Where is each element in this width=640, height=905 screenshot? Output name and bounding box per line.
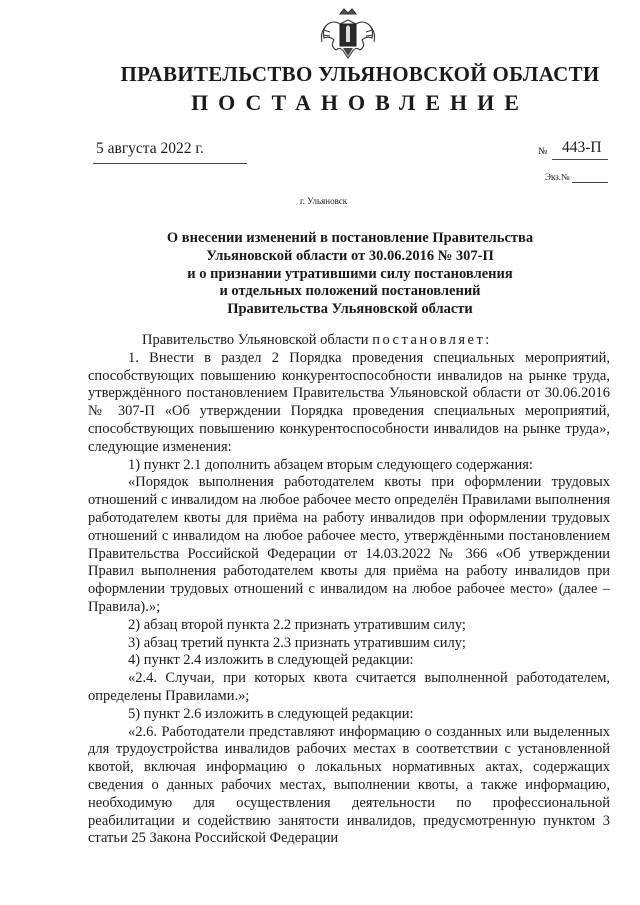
intro-text: Правительство Ульяновской области bbox=[142, 332, 369, 348]
document-number: 443-П bbox=[562, 139, 602, 156]
number-underline bbox=[552, 159, 608, 160]
document-body bbox=[88, 332, 610, 848]
paragraph: «2.6. Работодатели представляют информацию о созданных или выделенных для трудоустройства инвалидов рабочих местах в соответствии с установленной квотой, включая информацию о локальных нормативных актах, содержащих сведения о данных рабочих местах, выполнении квоты, а также информацию, необходимую для осуществления деятельности по профессиональной реабилитации и содействию занятости инвалидов, предусмотренную пунктом 3 статьи 25 Закона Российской Федерации bbox=[88, 723, 610, 847]
coat-of-arms-icon bbox=[318, 6, 378, 66]
paragraph: 5) пункт 2.6 изложить в следующей редакции: bbox=[128, 705, 414, 722]
paragraph: 2) абзац второй пункта 2.2 признать утратившим силу; bbox=[128, 616, 466, 633]
intro-verb: постановляет: bbox=[372, 332, 492, 348]
paragraph: 1. Внести в раздел 2 Порядка проведения специальных мероприятий, способствующих повышению конкурентоспособности инвалидов на рынке труда, утверждённого постановлением Правительства Ульяновской области от 30.06.2016 № 307-П «Об утверждении Порядка проведения специальных мероприятий, способствующих повышению конкурентоспособности инвалидов на рынке труда», следующие изменения: bbox=[88, 349, 610, 455]
date-underline bbox=[93, 163, 247, 164]
document-date: 5 августа 2022 г. bbox=[96, 140, 204, 157]
paragraph: 3) абзац третий пункта 2.3 признать утратившим силу; bbox=[128, 634, 466, 651]
number-label: № bbox=[538, 146, 548, 157]
paragraph: 4) пункт 2.4 изложить в следующей редакции: bbox=[128, 652, 414, 669]
copy-number-underline bbox=[572, 182, 608, 183]
copy-number-label: Экз.№ bbox=[545, 172, 570, 182]
title-line: и отдельных положений постановлений bbox=[219, 283, 481, 300]
resolution-intro bbox=[88, 332, 610, 350]
organization-name: ПРАВИТЕЛЬСТВО УЛЬЯНОВСКОЙ ОБЛАСТИ bbox=[120, 62, 600, 86]
city-name: г. Ульяновск bbox=[300, 196, 348, 206]
title-line: Правительства Ульяновской области bbox=[227, 301, 473, 318]
title-line: О внесении изменений в постановление Правительства bbox=[166, 230, 534, 246]
paragraph: «Порядок выполнения работодателем квоты при оформлении трудовых отношений с инвалидом на любое рабочее место определён Правилами выполнения работодателем квоты для приёма на работу инвалидов при оформлении трудовых отношений с инвалидом на любое рабочее место, утверждёнными постановлением Правительства Российской Федерации от 14.03.2022 № 366 «Об утверждении Правил выполнения работодателем квоты для приёма на работу инвалидов при оформлении трудовых отношений с инвалидом на любое рабочее место» (далее – Правила).»; bbox=[88, 474, 610, 615]
title-line: и о признании утратившими силу постановления bbox=[187, 265, 513, 282]
document-title bbox=[130, 230, 570, 319]
title-line: Ульяновской области от 30.06.2016 № 307-П bbox=[206, 247, 494, 264]
paragraph: 1) пункт 2.1 дополнить абзацем вторым следующего содержания: bbox=[128, 456, 533, 473]
document-type: ПОСТАНОВЛЕНИЕ bbox=[191, 90, 529, 115]
paragraph: «2.4. Случаи, при которых квота считается выполненной работодателем, определены Правилами.»; bbox=[88, 670, 610, 704]
